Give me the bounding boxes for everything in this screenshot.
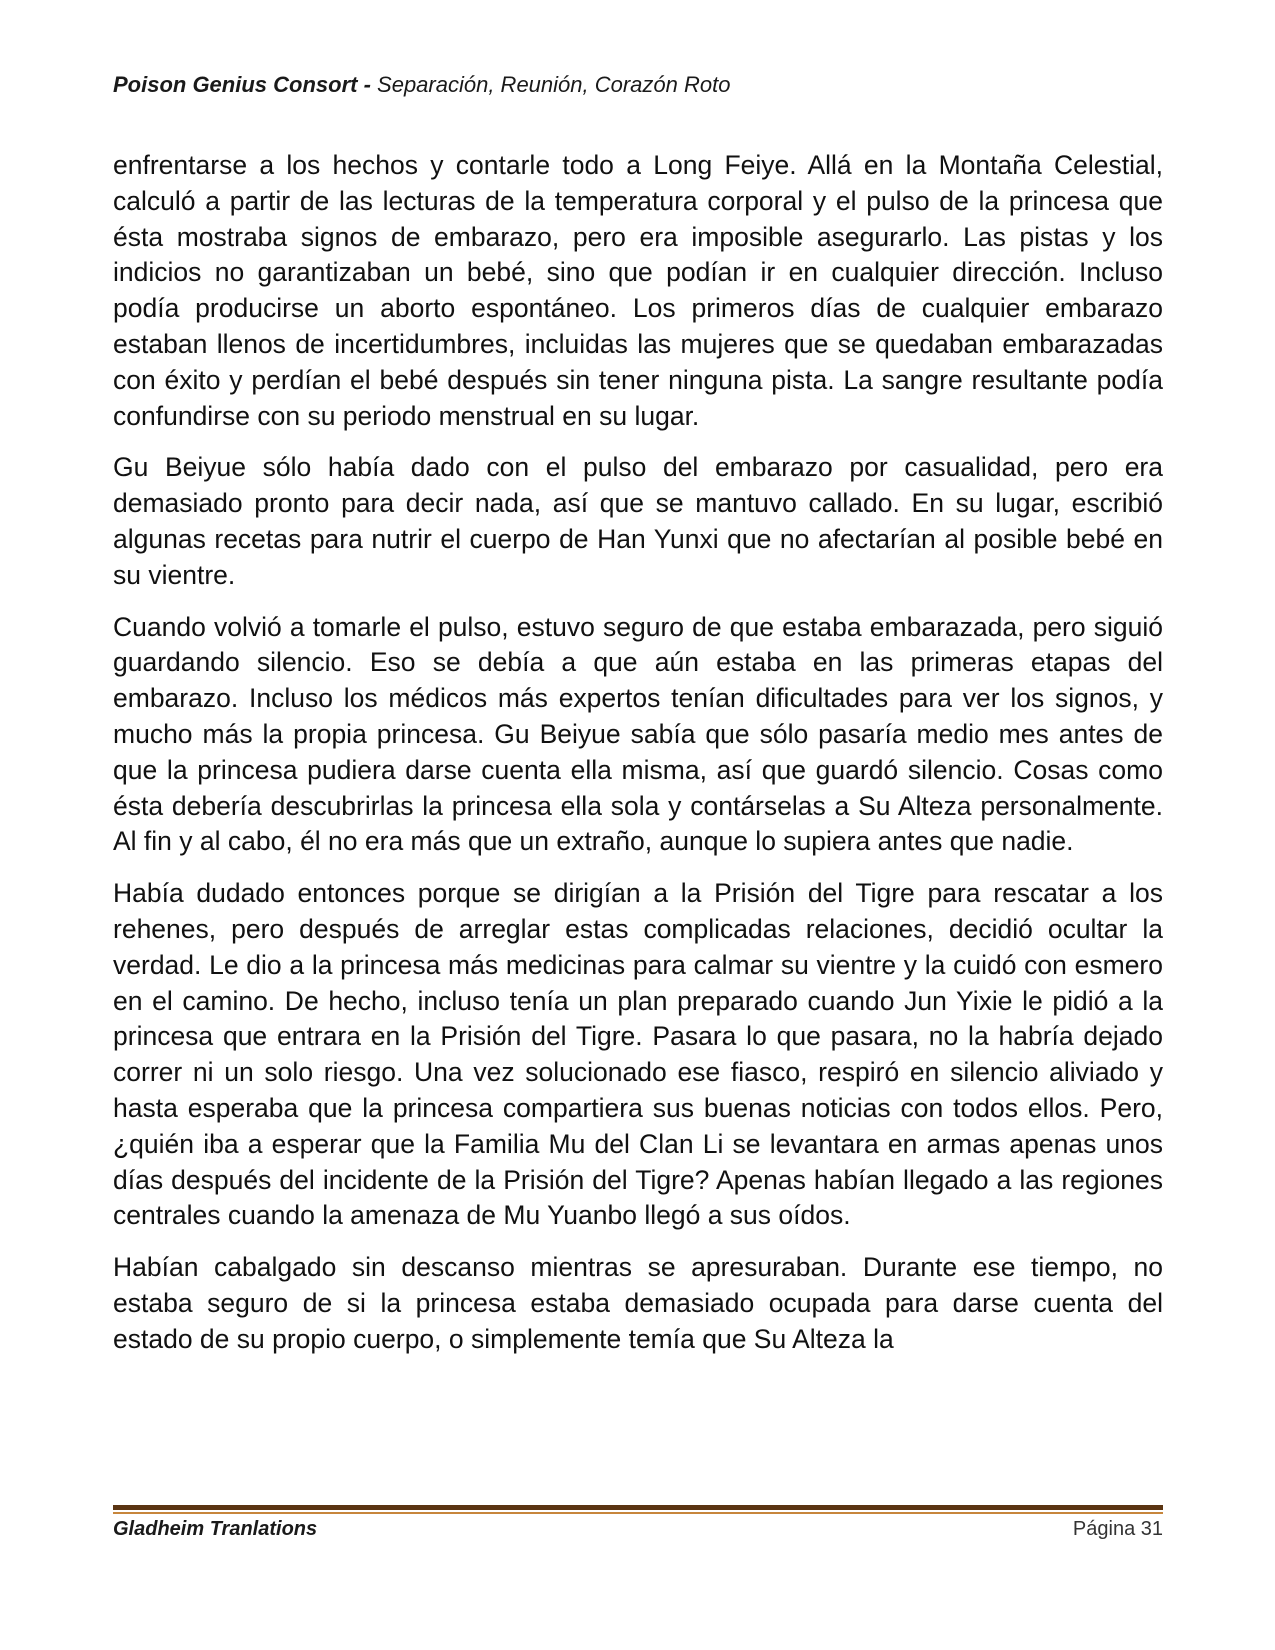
chapter-title: Separación, Reunión, Corazón Roto bbox=[377, 72, 731, 97]
header-separator: - bbox=[357, 72, 378, 97]
footer-divider-accent bbox=[113, 1512, 1163, 1514]
paragraph: Había dudado entonces porque se dirigían a la Prisión del Tigre para rescatar a los rehenes, pero después de arreglar estas complicadas relaciones, decidió ocultar la verdad. Le dio a la princesa más medicinas para calmar su vientre y la cuidó con esmero en el camino. De hecho, incluso tenía un plan preparado cuando Jun Yixie le pidió a la princesa que entrara en la Prisión del Tigre. Pasara lo que pasara, no la habría dejado correr ni un solo riesgo. Una vez solucionado ese fiasco, respiró en silencio aliviado y hasta esperaba que la princesa compartiera sus buenas noticias con todos ellos. Pero, ¿quién iba a esperar que la Familia Mu del Clan Li se levantara en armas apenas unos días después del incidente de la Prisión del Tigre? Apenas habían llegado a las regiones centrales cuando la amenaza de Mu Yuanbo llegó a sus oídos. bbox=[113, 878, 1163, 1231]
body-text bbox=[113, 148, 1163, 1374]
page-header bbox=[113, 72, 1163, 98]
footer-divider bbox=[113, 1505, 1163, 1510]
book-title: Poison Genius Consort bbox=[113, 72, 358, 97]
footer-publisher: Gladheim Tranlations bbox=[113, 1518, 318, 1540]
paragraph: Gu Beiyue sólo había dado con el pulso del embarazo por casualidad, pero era demasiado pronto para decir nada, así que se mantuvo callado. En su lugar, escribió algunas recetas para nutrir el cuerpo de Han Yunxi que no afectarían al posible bebé en su vientre. bbox=[113, 452, 1163, 590]
page-number: Página 31 bbox=[1072, 1518, 1163, 1540]
paragraph: enfrentarse a los hechos y contarle todo a Long Feiye. Allá en la Montaña Celestial, calculó a partir de las lecturas de la temperatura corporal y el pulso de la princesa que ésta mostraba signos de embarazo, pero era imposible asegurarlo. Las pistas y los indicios no garantizaban un bebé, sino que podían ir en cualquier dirección. Incluso podía producirse un aborto espontáneo. Los primeros días de cualquier embarazo estaban llenos de incertidumbres, incluidas las mujeres que se quedaban embarazadas con éxito y perdían el bebé después sin tener ninguna pista. La sangre resultante podía confundirse con su periodo menstrual en su lugar. bbox=[113, 150, 1163, 431]
paragraph: Cuando volvió a tomarle el pulso, estuvo seguro de que estaba embarazada, pero siguió guardando silencio. Eso se debía a que aún estaba en las primeras etapas del embarazo. Incluso los médicos más expertos tenían dificultades para ver los signos, y mucho más la propia princesa. Gu Beiyue sabía que sólo pasaría medio mes antes de que la princesa pudiera darse cuenta ella misma, así que guardó silencio. Cosas como ésta debería descubrirlas la princesa ella sola y contárselas a Su Alteza personalmente. Al fin y al cabo, él no era más que un extraño, aunque lo supiera antes que nadie. bbox=[113, 611, 1163, 857]
paragraph: Habían cabalgado sin descanso mientras se apresuraban. Durante ese tiempo, no estaba seguro de si la princesa estaba demasiado ocupada para darse cuenta del estado de su propio cuerpo, o simplemente temía que Su Alteza la bbox=[113, 1252, 1163, 1354]
